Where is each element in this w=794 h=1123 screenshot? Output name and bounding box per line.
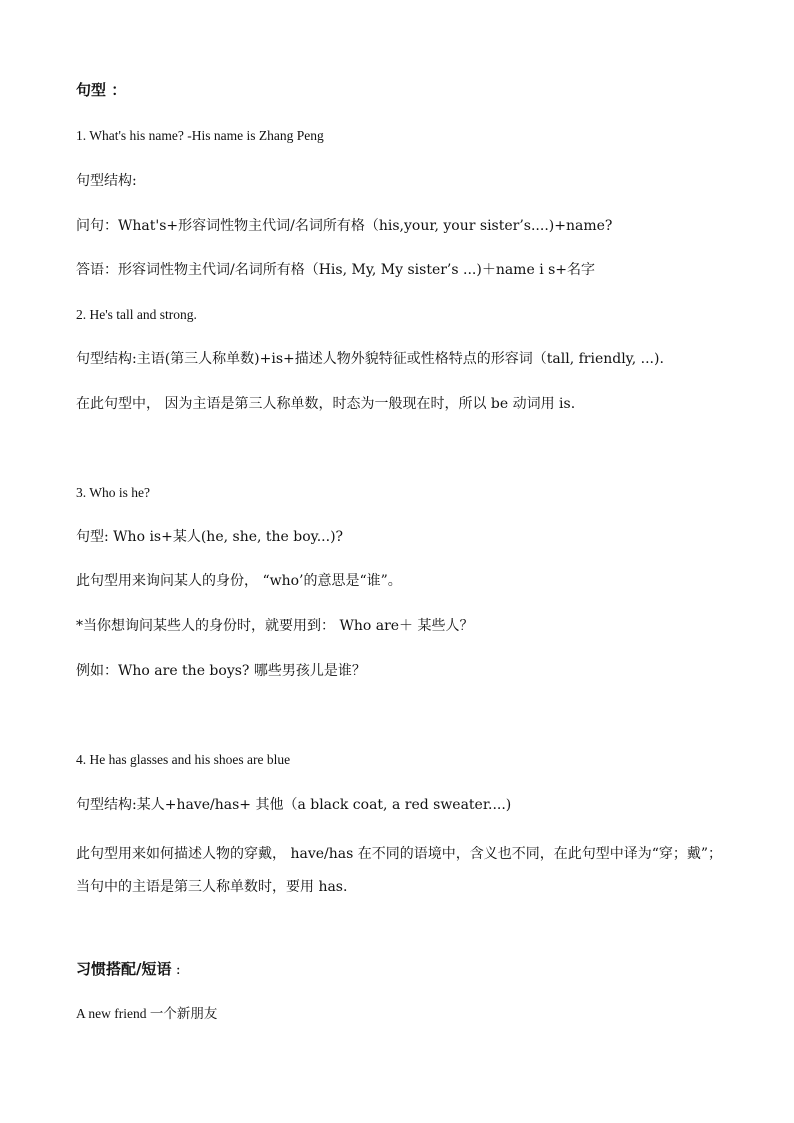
section-heading-phrases: 习惯搭配/短语 (76, 960, 172, 978)
section-heading-phrases-colon: : (171, 962, 181, 978)
pattern-3-tip: *当你想询问某些人的身份时，就要用到： Who are＋ 某些人？ (76, 618, 474, 634)
pattern-2-note: 在此句型中， 因为主语是第三人称单数，时态为一般现在时，所以 be 动词用 is. (76, 396, 576, 412)
section-heading-phrases-row (76, 959, 734, 980)
pattern-4-title: 4. He has glasses and his shoes are blue (76, 752, 291, 767)
pattern-1-answer: 答语：形容词性物主代词/名词所有格（His, My, My sister’s ...)＋name i s+名字 (76, 262, 596, 278)
pattern-1-title: 1. What's his name? -His name is Zhang Peng (76, 128, 324, 143)
pattern-3-pattern: 句型: Who is+某人(he, she, the boy...)? (76, 529, 344, 545)
section-heading-patterns: 句型 ： (76, 81, 127, 99)
pattern-2-title: 2. He's tall and strong. (76, 307, 197, 322)
pattern-2-structure: 句型结构:主语(第三人称单数)+is+描述人物外貌特征或性格特点的形容词（tall, friendly, ...). (76, 351, 664, 367)
pattern-4-usage: 此句型用来如何描述人物的穿戴， have/has 在不同的语境中，含义也不同，在此句型中译为“穿；戴”； 当句中的主语是第三人称单数时，要用 has. (76, 846, 723, 895)
pattern-3-usage: 此句型用来询问某人的身份， “who’的意思是“谁”。 (76, 573, 402, 589)
pattern-4-structure: 句型结构:某人+have/has+ 其他（a black coat, a red sweater....) (76, 797, 512, 813)
phrase-item: A new friend 一个新朋友 (76, 1006, 218, 1021)
pattern-1-structure-label: 句型结构: (76, 173, 137, 189)
pattern-3-example: 例如：Who are the boys? 哪些男孩儿是谁？ (76, 663, 366, 679)
pattern-3-title: 3. Who is he? (76, 485, 150, 500)
pattern-1-question: 问句：What's+形容词性物主代词/名词所有格（his,your, your sister’s....)+name? (76, 218, 613, 234)
